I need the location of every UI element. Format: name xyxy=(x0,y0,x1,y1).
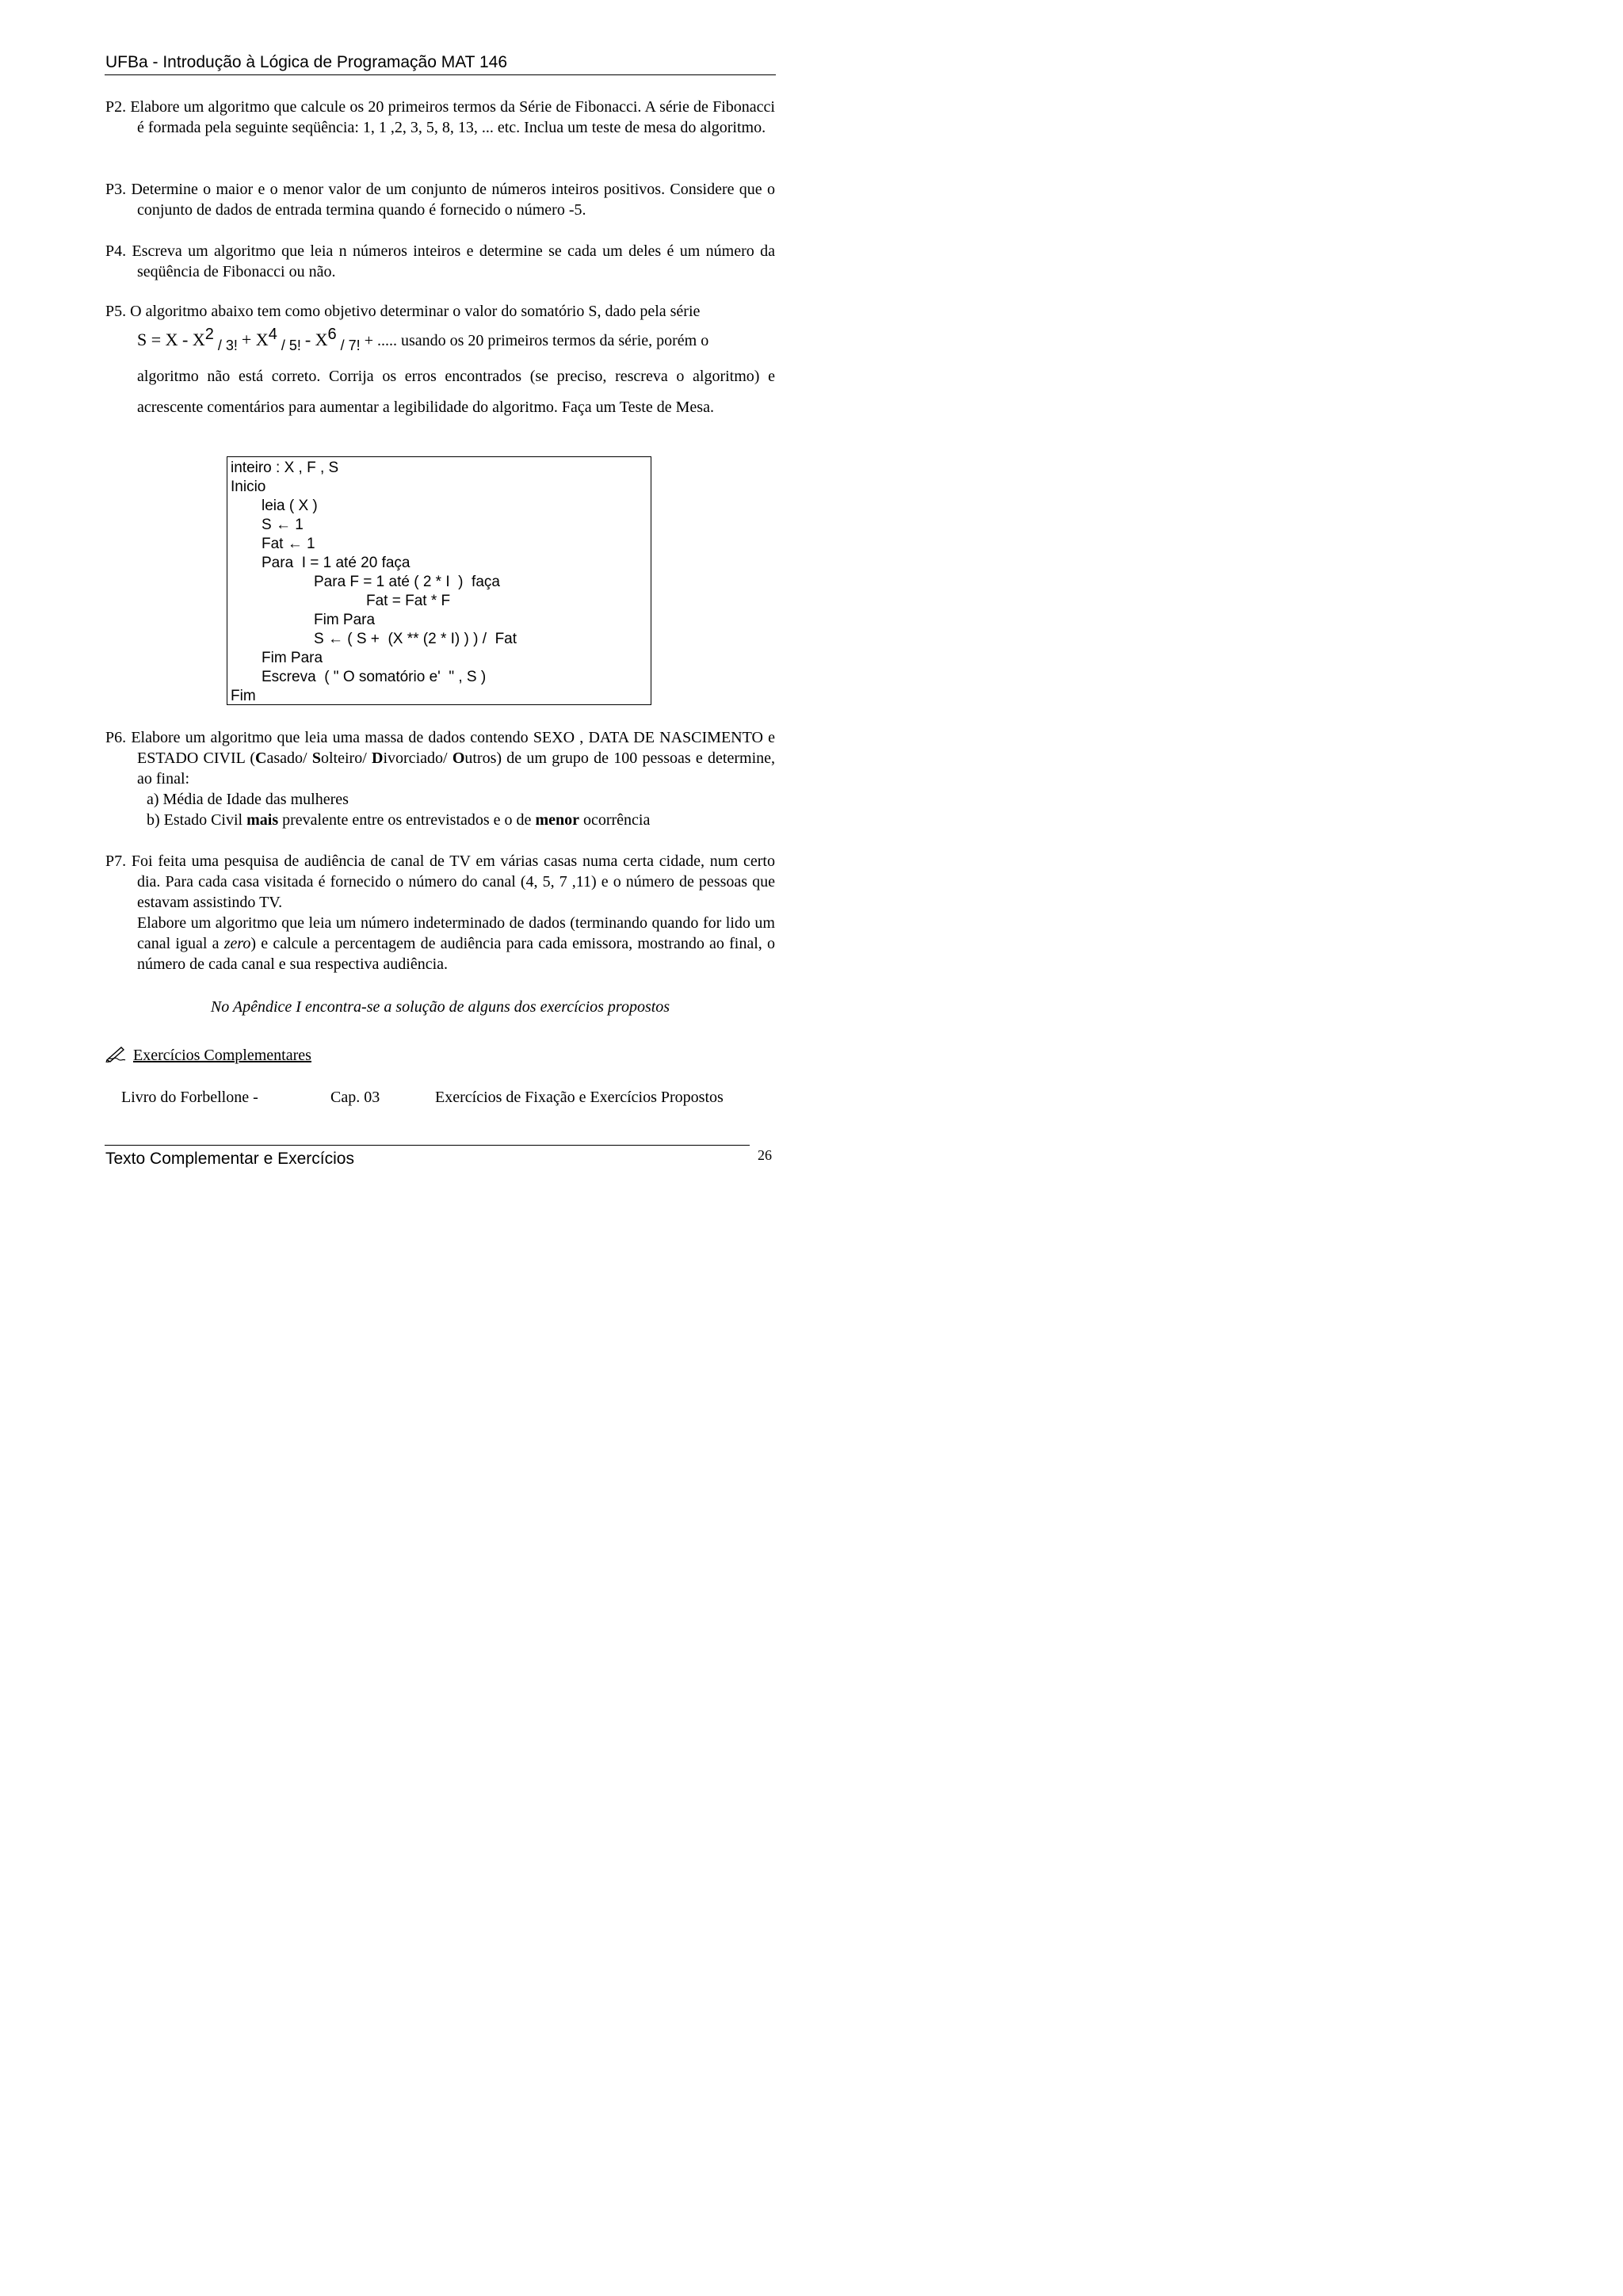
exercise-p6-item-a: a) Média de Idade das mulheres xyxy=(147,791,349,808)
exercise-p3 xyxy=(105,179,775,220)
exercise-p6-text: P6. Elabore um algoritmo que leia uma massa de dados contendo SEXO , DATA DE NASCIMENTO e ESTADO CIVIL (Casado/ Solteiro/ Divorciado/ Outros) de um grupo de 100 pessoas e determine, ao final: xyxy=(105,729,776,788)
code-line: Inicio xyxy=(231,479,266,495)
reference-description: Exercícios de Fixação e Exercícios Propostos xyxy=(435,1089,724,1106)
exercise-p7 xyxy=(105,851,775,974)
series-formula: $S = X - X^2 / 3$! + $X^4 / 5$! - $X^6 / 7$! + ..... usando os 20 primeiros termos da série, porém o xyxy=(137,326,709,353)
writing-hand-icon xyxy=(105,1044,129,1065)
exercise-p2 xyxy=(105,97,775,138)
page-footer: Texto Complementar e Exercícios xyxy=(105,1150,354,1168)
reference-book: Livro do Forbellone - xyxy=(121,1089,258,1106)
code-line: Fat = Fat * F xyxy=(366,593,451,609)
code-line: Fim xyxy=(231,688,256,704)
code-line: Fat ← 1 xyxy=(262,536,315,552)
code-line: Fim Para xyxy=(262,650,323,666)
code-line: Para I = 1 até 20 faça xyxy=(262,555,411,571)
exercise-p7-task: Elabore um algoritmo que leia um número indeterminado de dados (terminando quando for lido um canal igual a zero) e calcule a percentagem de audiência para cada emissora, mostrando ao final, o número de cada canal e sua respectiva audiência. xyxy=(137,914,775,973)
footer-rule xyxy=(105,1145,750,1146)
code-line: S ← ( S + (X ** (2 * I) ) ) / Fat xyxy=(314,631,517,647)
complementary-exercises-title: Exercícios Complementares xyxy=(133,1047,311,1064)
exercise-p6-item-b: b) Estado Civil mais prevalente entre os entrevistados e o de menor ocorrência xyxy=(147,811,651,829)
exercise-p7-text: P7. Foi feita uma pesquisa de audiência de canal de TV em várias casas numa certa cidade, num certo dia. Para cada casa visitada é fornecido o número do canal (4, 5, 7 ,11) e o número de pessoas que estavam assistindo TV. xyxy=(105,852,775,911)
exercise-p3-text: P3. Determine o maior e o menor valor de um conjunto de números inteiros positivos. Considere que o conjunto de dados de entrada termina quando é fornecido o número -5. xyxy=(105,181,775,219)
exercise-p5-rest: algoritmo não está correto. Corrija os erros encontrados (se preciso, rescreva o algoritmo) e acrescente comentários para aumentar a legibilidade do algoritmo. Faça um Teste de Mesa. xyxy=(137,368,775,416)
exercise-p2-text: P2. Elabore um algoritmo que calcule os 20 primeiros termos da Série de Fibonacci. A série de Fibonacci é formada pela seguinte seqüência: 1, 1 ,2, 3, 5, 8, 13, ... etc. Inclua um teste de mesa do algoritmo. xyxy=(105,98,775,136)
code-line: S ← 1 xyxy=(262,517,304,533)
exercise-p5-intro: P5. O algoritmo abaixo tem como objetivo determinar o valor do somatório S, dado pela série xyxy=(105,303,701,320)
exercise-p5 xyxy=(105,301,775,423)
exercise-p6 xyxy=(105,727,775,830)
appendix-note: No Apêndice I encontra-se a solução de alguns dos exercícios propostos xyxy=(210,998,670,1016)
header-rule xyxy=(105,74,776,75)
page-number: 26 xyxy=(758,1147,772,1163)
complementary-exercises-heading xyxy=(105,1044,311,1066)
code-line: Escreva ( " O somatório e' " , S ) xyxy=(262,669,487,685)
exercise-p4-text: P4. Escreva um algoritmo que leia n números inteiros e determine se cada um deles é um número da seqüência de Fibonacci ou não. xyxy=(105,242,775,280)
code-line: leia ( X ) xyxy=(262,498,318,514)
code-line: Fim Para xyxy=(314,612,376,628)
exercise-p4 xyxy=(105,241,775,282)
reference-chapter: Cap. 03 xyxy=(330,1089,380,1106)
code-line: inteiro : X , F , S xyxy=(231,460,339,476)
code-line: Para F = 1 até ( 2 * I ) faça xyxy=(314,574,500,590)
algorithm-code-box xyxy=(227,456,651,705)
page-header: UFBa - Introdução à Lógica de Programação MAT 146 xyxy=(105,53,507,71)
